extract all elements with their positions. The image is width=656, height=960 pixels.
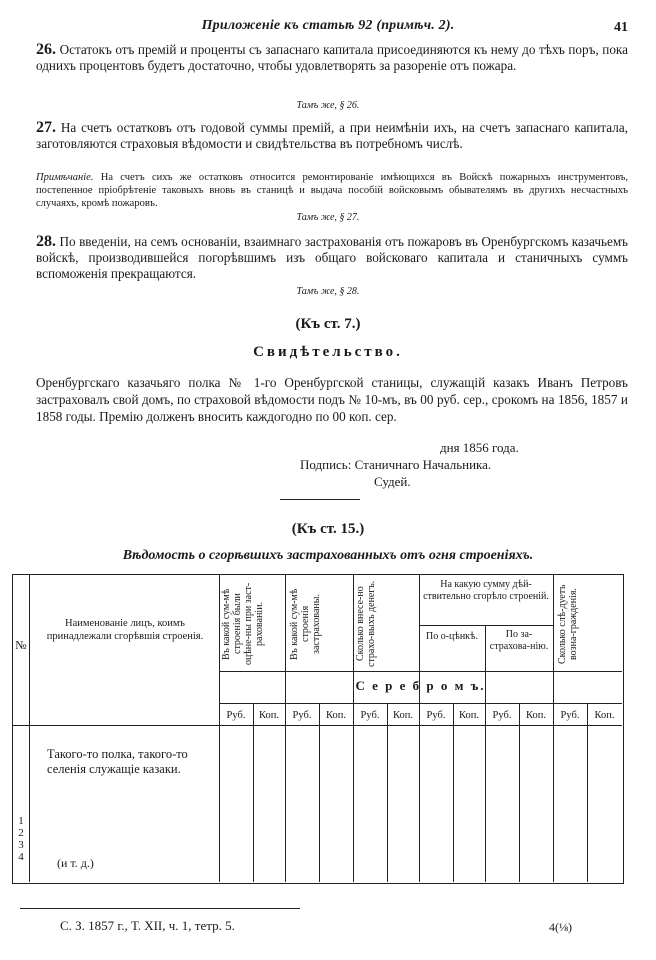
silver-row: С е р е б р о м ъ. (355, 678, 486, 693)
col-names-header: Наименованіе лицъ, коимъ принадлежали сгорѣвшія строенія. (46, 618, 204, 642)
col-assessed-header: Въ какой сум-мѣ строенія были оцѣне-ны при заст-рахованіи. (221, 582, 265, 666)
row-number: 2 (18, 827, 24, 839)
cert-judge: Судей. (374, 474, 411, 489)
cert-date: дня 1856 года. (440, 440, 519, 455)
table-rule (13, 725, 622, 726)
table-row-text: Такого-то полка, такого-то селенія служащіе казаки. (47, 747, 188, 776)
article-text: Остатокъ отъ премій и проценты съ запаснаго капитала присоединяются къ нему до тѣхъ поръ, пока однихъ процентовъ будетъ достаточно, чтобы удовлетворять за разореніе отъ пожара. (36, 42, 628, 73)
table-rule (353, 575, 354, 882)
fire-report-table (12, 574, 624, 884)
cert-title: Свидѣтельство. (253, 344, 403, 360)
article-text: На счетъ остатковъ отъ годовой суммы премій, а при неимѣніи ихъ, на счетъ запаснаго капитала, заготовляются страховыя вѣдомости и свидѣтельства въ потребномъ числѣ. (36, 120, 629, 151)
rub-label: Руб. (492, 710, 512, 721)
article-number: 28. (36, 233, 56, 250)
col-burned-header: На какую сумму дѣй-ствительно сгорѣло строеній. (423, 579, 549, 602)
note-text: На счетъ сихъ же остатковъ относится ремонтированіе имѣющихся въ Войскѣ пожарныхъ инструментовъ, постепенное пріобрѣтеніе таковыхъ вновь въ станицѣ и выдача пособій войсковымъ обывателямъ въ другихъ несчастныхъ случаяхъ, кромѣ пожаровъ. (36, 172, 629, 209)
table-rule (219, 671, 622, 672)
col-insured-header: Въ какой сум-мѣ строенія застрахованы. (289, 588, 322, 660)
article-26 (36, 42, 628, 74)
article-source: Тамъ же, § 28. (296, 286, 360, 297)
row-number: 1 (18, 815, 24, 827)
table-rule (485, 625, 486, 882)
article-number: 27. (36, 119, 56, 136)
divider (280, 499, 360, 500)
col-paid-header: Сколько внесе-но страхо-выхъ денегъ. (355, 580, 377, 668)
table-rule (219, 703, 622, 704)
col-number-header: № (15, 638, 27, 652)
row-number: 3 (18, 839, 24, 851)
etc-text: (и т. д.) (57, 856, 94, 870)
page-number: 41 (614, 20, 628, 35)
kop-label: Коп. (259, 710, 279, 721)
signature-mark: 4(⅛) (549, 920, 572, 934)
table-title: Вѣдомость о сгорѣвшихъ застрахованныхъ отъ огня строеніяхъ. (122, 548, 534, 563)
article-note (36, 171, 628, 210)
footer-rule (20, 908, 300, 909)
rub-label: Руб. (426, 710, 446, 721)
row-number: 4 (18, 851, 24, 863)
table-rule (319, 703, 320, 882)
rub-label: Руб. (360, 710, 380, 721)
kop-label: Коп. (326, 710, 346, 721)
table-rule (387, 703, 388, 882)
rub-label: Руб. (560, 710, 580, 721)
table-rule (419, 575, 420, 882)
col-burned-insured-header: По за-страхова-нію. (489, 629, 549, 652)
table-rule (219, 575, 220, 882)
col-burned-assessed-header: По о-цѣнкѣ. (426, 631, 478, 642)
footer-citation: С. З. 1857 г., Т. XII, ч. 1, тетр. 5. (60, 918, 235, 933)
kop-label: Коп. (526, 710, 546, 721)
article-number: 26. (36, 41, 56, 58)
col-reward-header: Сколько слѣ-дуетъ возна-гражденія. (557, 584, 579, 664)
kop-label: Коп. (393, 710, 413, 721)
table-rule (453, 703, 454, 882)
table-ref: (Къ ст. 15.) (291, 521, 365, 537)
rub-label: Руб. (292, 710, 312, 721)
table-rule (419, 625, 553, 626)
cert-signature: Подпись: Станичнаго Начальника. (300, 457, 492, 472)
note-label: Примѣчаніе. (36, 172, 94, 183)
running-header: Приложеніе къ статьѣ 92 (примѣч. 2). (201, 18, 455, 33)
table-rule (553, 575, 554, 882)
kop-label: Коп. (459, 710, 479, 721)
row-numbers (13, 815, 29, 863)
cert-ref: (Къ ст. 7.) (295, 316, 361, 332)
article-28 (36, 234, 628, 282)
table-rule (253, 703, 254, 882)
article-text: По введеніи, на семъ основаніи, взаимнаго застрахованія отъ пожаровъ въ Оренбургскомъ казачьемъ войскѣ, производившейся погорѣвшимъ изъ общаго войсковаго капитала и станичныхъ суммъ вспоможенія прекращаются. (36, 234, 628, 281)
table-rule (519, 703, 520, 882)
table-rule (29, 575, 30, 882)
kop-label: Коп. (594, 710, 615, 721)
table-rule (285, 575, 286, 882)
article-27 (36, 120, 628, 152)
rub-label: Руб. (226, 710, 246, 721)
cert-body: Оренбургскаго казачьяго полка № 1-го Оренбургской станицы, служащій казакъ Иванъ Петровъ застраховалъ свой домъ, по страховой вѣдомости подъ № 10-мъ, въ 00 руб. сер., срокомъ на 1856, 1857 и 1858 годы. Премію долженъ вносить каждогодно по 00 коп. сер. (36, 375, 628, 424)
table-rule (587, 703, 588, 882)
article-source: Тамъ же, § 26. (296, 100, 360, 111)
article-source: Тамъ же, § 27. (296, 212, 360, 223)
